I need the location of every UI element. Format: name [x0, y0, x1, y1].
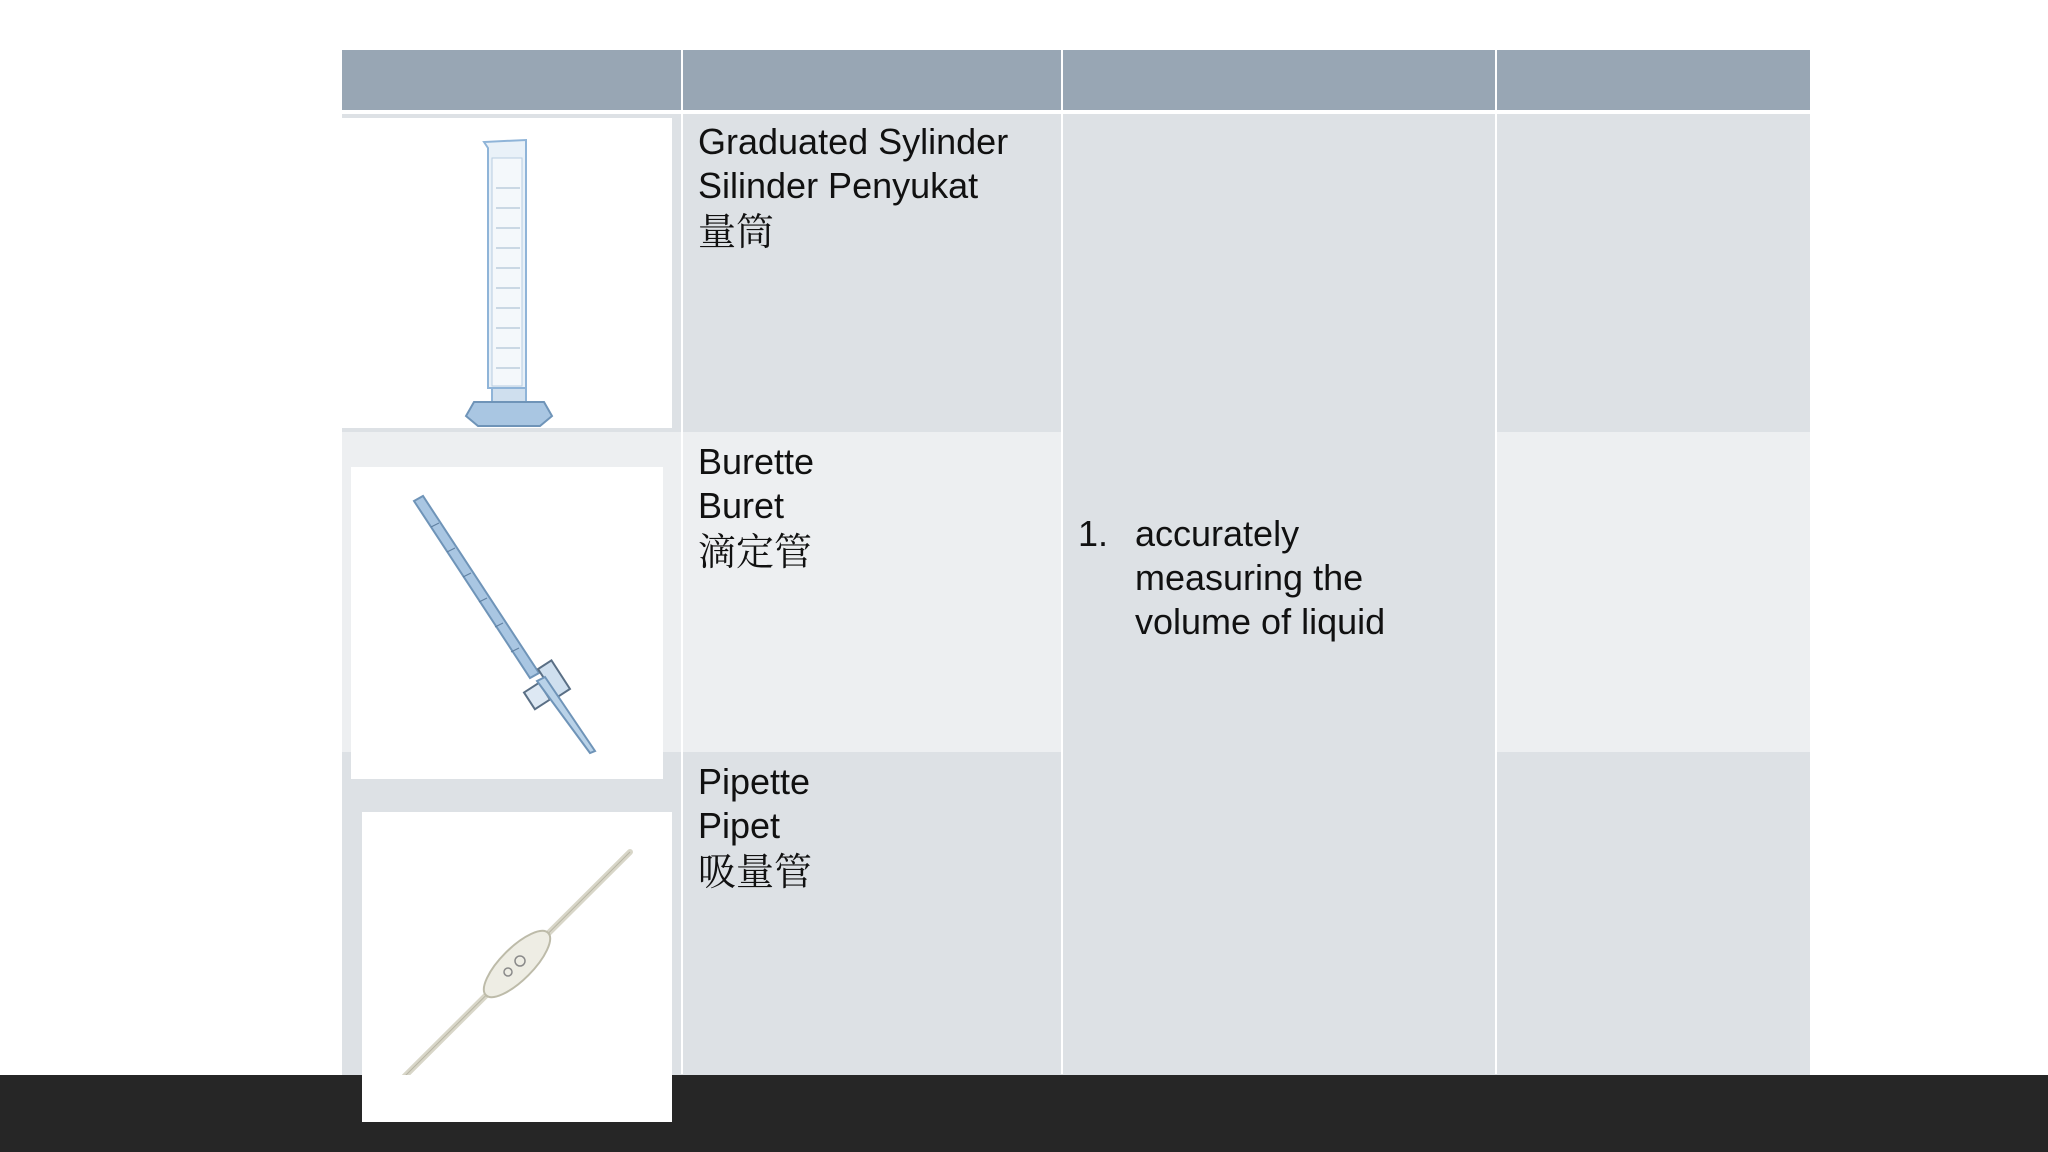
row-3-name-zh: 吸量管	[698, 850, 813, 894]
header-divider	[342, 110, 1810, 114]
graduated-cylinder-icon	[342, 118, 672, 428]
row-2-name-en: Burette	[698, 441, 815, 482]
column-divider-2	[1061, 50, 1063, 1074]
graduated-cylinder-image	[342, 118, 672, 428]
row-1-name-en: Graduated Sylinder	[698, 121, 1009, 162]
table-header-cell-3	[1062, 50, 1496, 110]
row-2-name-ms: Buret	[698, 485, 785, 526]
table-header-cell-2	[682, 50, 1062, 110]
row-3-names	[698, 760, 1058, 896]
table-header-cell-1	[342, 50, 682, 110]
row-2-name-zh: 滴定管	[698, 530, 813, 574]
row-1-names	[698, 120, 1058, 256]
burette-image	[351, 467, 663, 779]
row-3-name-ms: Pipet	[698, 805, 781, 846]
footer-bar	[0, 1075, 2048, 1152]
pipette-image-overlap	[362, 1075, 672, 1122]
table-row-3-extra-cell	[1496, 752, 1810, 1075]
row-2-names	[698, 440, 1058, 576]
row-1-name-zh: 量筒	[698, 210, 775, 254]
table-header-cell-4	[1496, 50, 1810, 110]
row-3-name-en: Pipette	[698, 761, 811, 802]
table-row-1-extra-cell	[1496, 114, 1810, 432]
burette-icon	[351, 467, 663, 779]
row-1-name-ms: Silinder Penyukat	[698, 165, 979, 206]
table-row-2-extra-cell	[1496, 432, 1810, 752]
usage-list-number: 1.	[1078, 513, 1109, 554]
usage-list-text: accurately measuring the volume of liquid	[1135, 513, 1386, 642]
column-divider-3	[1495, 50, 1497, 1074]
column-divider-1	[681, 50, 683, 1074]
